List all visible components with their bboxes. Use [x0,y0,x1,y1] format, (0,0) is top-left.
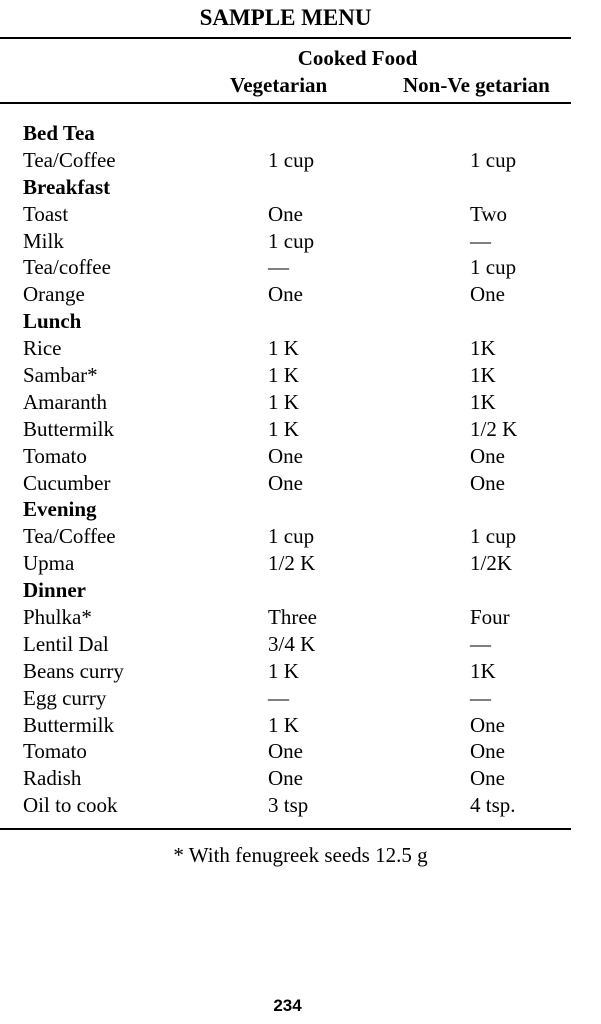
menu-table-body [0,120,601,819]
meal-section-heading: Dinner [23,578,86,603]
column-group-heading: Cooked Food [297,46,418,70]
menu-item-row [0,281,601,308]
food-item-cell: Amaranth [23,389,107,414]
non-vegetarian-quantity-cell: One [470,443,505,468]
meal-section-heading: Breakfast [23,174,111,199]
menu-item-row [0,550,601,577]
non-vegetarian-quantity-cell: 1K [470,363,496,388]
menu-item-row [0,470,601,497]
vegetarian-quantity-cell: One [268,739,303,764]
menu-item-row [0,362,601,389]
non-vegetarian-quantity-cell: — [470,685,491,710]
vegetarian-quantity-cell: One [268,282,303,307]
menu-item-row [0,685,601,712]
menu-item-row [0,335,601,362]
vegetarian-quantity-cell: 3/4 K [268,631,316,656]
page-title: SAMPLE MENU [199,5,372,30]
meal-section-row [0,120,601,147]
non-vegetarian-quantity-cell: 1 cup [470,147,517,172]
menu-item-row [0,658,601,685]
vegetarian-quantity-cell: 1 cup [268,147,315,172]
non-vegetarian-quantity-cell: One [470,282,505,307]
food-item-cell: Milk [23,228,64,253]
vegetarian-quantity-cell: 1 cup [268,524,315,549]
vegetarian-quantity-cell: 1/2 K [268,551,316,576]
meal-section-row [0,174,601,201]
food-item-cell: Toast [23,201,69,226]
vegetarian-quantity-cell: Three [268,605,317,630]
food-item-cell: Phulka* [23,605,92,630]
vegetarian-quantity-cell: 1 K [268,389,299,414]
food-item-cell: Buttermilk [23,712,114,737]
non-vegetarian-quantity-cell: 4 tsp. [470,793,516,818]
non-vegetarian-quantity-cell: — [470,631,491,656]
meal-section-heading: Lunch [23,309,82,334]
menu-item-row [0,416,601,443]
vegetarian-quantity-cell: 1 K [268,416,299,441]
non-vegetarian-quantity-cell: One [470,470,505,495]
non-vegetarian-quantity-cell: 1K [470,658,496,683]
vegetarian-quantity-cell: One [268,766,303,791]
food-item-cell: Upma [23,551,75,576]
vegetarian-quantity-cell: One [268,443,303,468]
vegetarian-quantity-cell: 1 K [268,712,299,737]
vegetarian-quantity-cell: One [268,201,303,226]
menu-item-row [0,443,601,470]
food-item-cell: Orange [23,282,85,307]
food-item-cell: Rice [23,336,62,361]
vegetarian-column-heading: Vegetarian [230,73,328,97]
vegetarian-quantity-cell: 1 K [268,658,299,683]
menu-item-row [0,254,601,281]
vegetarian-quantity-cell: 3 tsp [268,793,309,818]
vegetarian-quantity-cell: 1 K [268,363,299,388]
vegetarian-quantity-cell: One [268,470,303,495]
bottom-rule [0,828,571,830]
non-vegetarian-column-heading: Non-Ve getarian [403,73,550,97]
menu-item-row [0,631,601,658]
vegetarian-quantity-cell: — [268,255,289,280]
food-item-cell: Egg curry [23,685,107,710]
non-vegetarian-quantity-cell: One [470,712,505,737]
food-item-cell: Tomato [23,443,87,468]
food-item-cell: Tea/coffee [23,255,111,280]
food-item-cell: Sambar* [23,363,98,388]
non-vegetarian-quantity-cell: Four [470,605,510,630]
menu-item-row [0,712,601,739]
menu-item-row [0,389,601,416]
food-item-cell: Radish [23,766,82,791]
page-number: 234 [273,996,302,1015]
food-item-cell: Tea/Coffee [23,524,116,549]
vegetarian-quantity-cell: — [268,685,289,710]
footnote: * With fenugreek seeds 12.5 g [173,843,428,867]
menu-item-row [0,792,601,819]
non-vegetarian-quantity-cell: 1K [470,389,496,414]
vegetarian-quantity-cell: 1 cup [268,228,315,253]
non-vegetarian-quantity-cell: One [470,739,505,764]
menu-item-row [0,738,601,765]
meal-section-row [0,308,601,335]
menu-item-row [0,201,601,228]
menu-item-row [0,523,601,550]
non-vegetarian-quantity-cell: 1/2 K [470,416,518,441]
non-vegetarian-quantity-cell: Two [470,201,508,226]
non-vegetarian-quantity-cell: 1K [470,336,496,361]
meal-section-row [0,577,601,604]
meal-section-heading: Evening [23,497,97,522]
food-item-cell: Oil to cook [23,793,118,818]
menu-item-row [0,228,601,255]
food-item-cell: Lentil Dal [23,631,109,656]
meal-section-heading: Bed Tea [23,121,95,145]
food-item-cell: Tea/Coffee [23,147,116,172]
top-rule [0,37,571,39]
menu-item-row [0,765,601,792]
non-vegetarian-quantity-cell: 1 cup [470,524,517,549]
meal-section-row [0,496,601,523]
food-item-cell: Cucumber [23,470,111,495]
non-vegetarian-quantity-cell: One [470,766,505,791]
menu-item-row [0,604,601,631]
non-vegetarian-quantity-cell: 1/2K [470,551,512,576]
menu-item-row [0,147,601,174]
food-item-cell: Beans curry [23,658,124,683]
vegetarian-quantity-cell: 1 K [268,336,299,361]
non-vegetarian-quantity-cell: — [470,228,491,253]
food-item-cell: Buttermilk [23,416,114,441]
food-item-cell: Tomato [23,739,87,764]
header-rule [0,102,571,104]
non-vegetarian-quantity-cell: 1 cup [470,255,517,280]
